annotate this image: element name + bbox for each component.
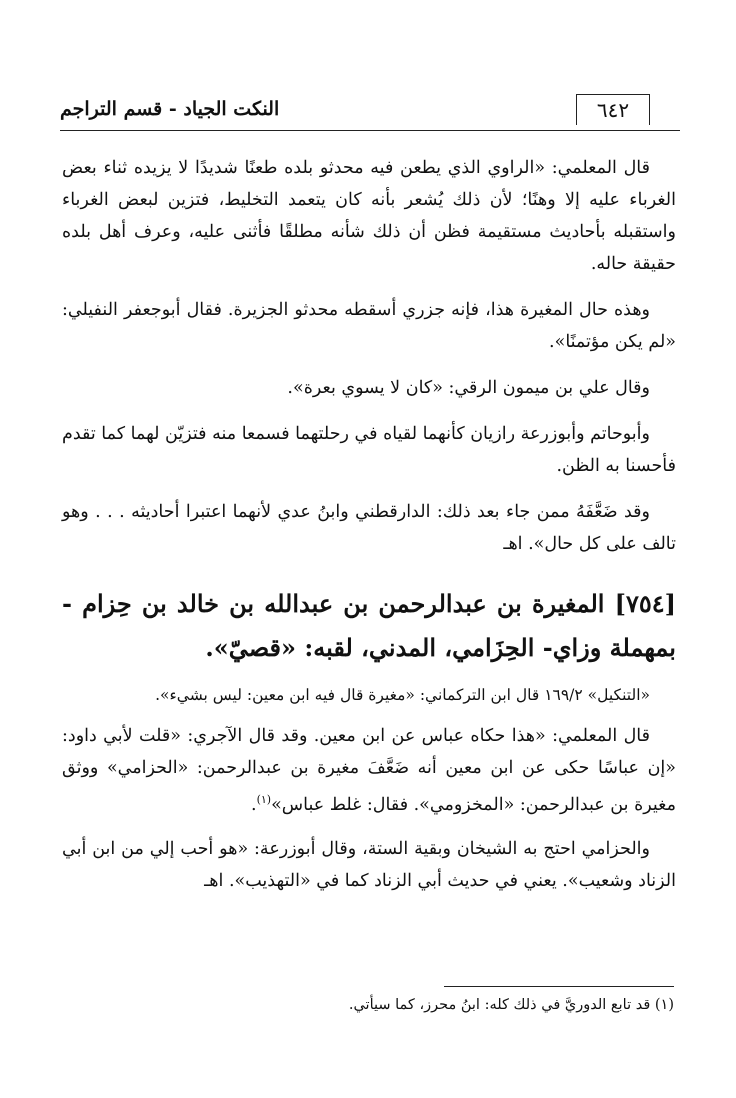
entry-source: «التنكيل» ١٦٩/٢ قال ابن التركماني: «مغيرة قال فيه ابن معين: ليس بشيء». (155, 686, 650, 704)
paragraph: وهذه حال المغيرة هذا، فإنه جزري أسقطه محدثو الجزيرة. فقال أبوجعفر النفيلي: «لم يكن مؤتمنًا». (62, 300, 676, 352)
footnote-divider (444, 986, 674, 987)
page-body (62, 152, 676, 911)
entry-paragraph (62, 720, 676, 821)
entry-paragraph-end: . (251, 794, 257, 815)
paragraph: وقال علي بن ميمون الرقي: «كان لا يسوي بعرة». (287, 378, 650, 398)
paragraph: وقد ضَعَّفَهُ ممن جاء بعد ذلك: الدارقطني وابنُ عدي لأنهما اعتبرا أحاديثه . . . وهو تالف على كل حال». اهـ (62, 502, 676, 554)
entry-paragraph-text: قال المعلمي: «هذا حكاه عباس عن ابن معين. وقد قال الآجري: «قلت لأبي داود: «إن عباسًا حكى عن ابن معين أنه ضَعَّفَ مغيرة بن عبدالرحمن: «الحزامي» ووثق مغيرة بن عبدالرحمن: «المخزومي». فقال: غلط عباس» (62, 726, 676, 815)
entry-title: [٧٥٤] المغيرة بن عبدالرحمن بن عبدالله بن خالد بن حِزام - بمهملة وزاي- الحِزَامي، المدني، لقبه: «قصيّ». (62, 589, 676, 662)
running-title: النكت الجياد - قسم التراجم (60, 98, 280, 120)
paragraph: وأبوحاتم وأبوزرعة رازيان كأنهما لقياه في رحلتهما فسمعا منه فتزيّن لهما كما تقدم فأحسنا به الظن. (61, 424, 676, 476)
footnote: (١) قد تابع الدوريَّ في ذلك كله: ابنُ محرز، كما سيأتي. (348, 997, 674, 1013)
page-number: ٦٤٢ (576, 94, 650, 125)
paragraph: قال المعلمي: «الراوي الذي يطعن فيه محدثو بلده طعنًا شديدًا لا يزيده ثناء بعض الغرباء عليه إلا وهنًا؛ لأن ذلك يُشعر بأنه كان يتعمد التخليط، فتزين لبعض الغرباء واستقبله بأحاديث مستقيمة فظن أن ذلك شأنه مطلقًا فأثنى عليه، وعرف أهل بلده حقيقة حاله. (62, 158, 676, 274)
page-header (60, 90, 680, 131)
footnote-marker: (١) (256, 793, 272, 806)
entry-paragraph: والحزامي احتج به الشيخان وبقية الستة، وقال أبوزرعة: «هو أحب إلي من ابن أبي الزناد وشعيب». يعني في حديث أبي الزناد كما في «التهذيب». اهـ (62, 838, 676, 891)
